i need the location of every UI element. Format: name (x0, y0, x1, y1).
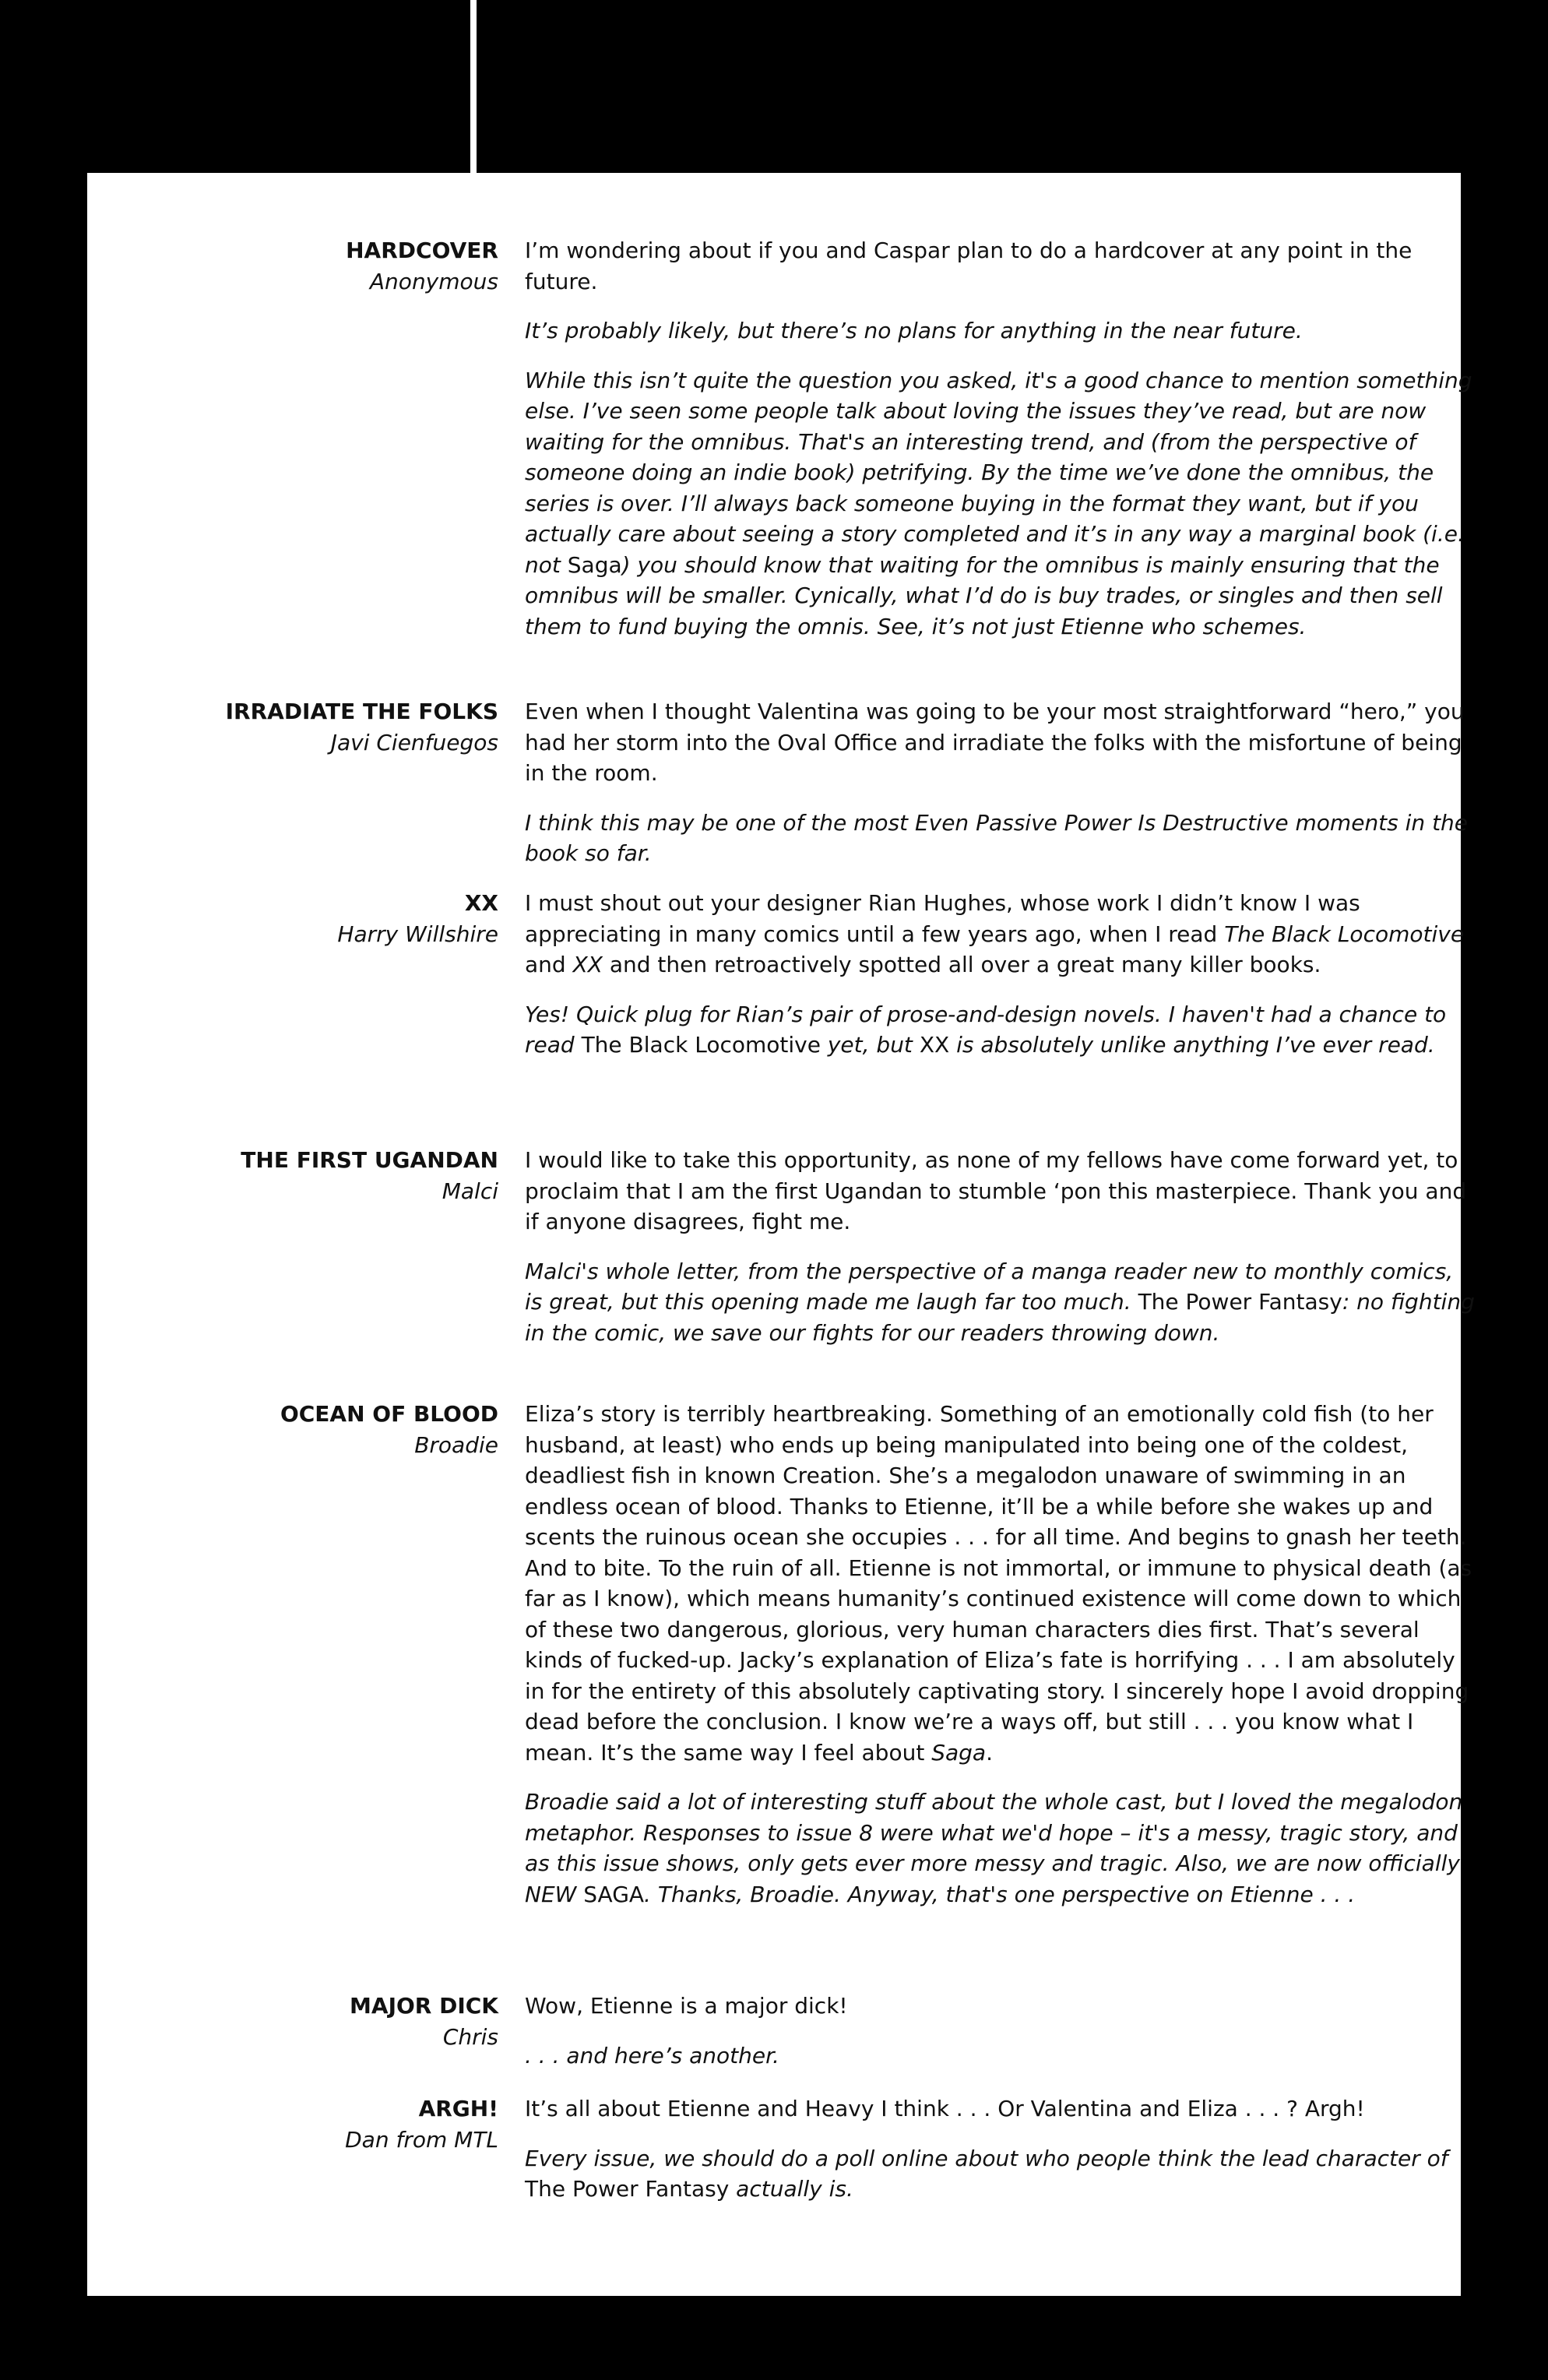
editor-reply (525, 365, 1476, 643)
letter-question: I would like to take this opportunity, as none of my fellows have come forward yet, to proclaim that I am the first Ugandan to stumble ‘pon this masterpiece. Thank you and if anyone disagrees, fight me. (525, 1147, 1467, 1234)
question-text: and (525, 952, 573, 977)
letter-body (525, 2093, 1476, 2223)
question-text: . (986, 1739, 993, 1766)
letter-question: It’s all about Etienne and Heavy I think . . . Or Valentina and Eliza . . . ? Argh! (525, 2096, 1365, 2121)
letter-body (525, 1145, 1476, 1367)
editor-reply: . . . and here’s another. (525, 2042, 779, 2068)
letter-header (87, 1145, 498, 1207)
letter-question: I’m wondering about if you and Caspar plan to do a hardcover at any point in the future. (525, 238, 1413, 294)
editor-reply (525, 999, 1476, 1061)
book-title: SAGA (583, 1881, 645, 1907)
letter-body (525, 696, 1476, 888)
letter-author: Chris (442, 2024, 498, 2050)
letter-title: ARGH! (418, 2096, 498, 2121)
book-title: Saga (931, 1739, 987, 1766)
reply-text: Every issue, we should do a poll online about who people think the lead character of (525, 2145, 1448, 2171)
book-title: The Power Fantasy (1138, 1289, 1342, 1315)
reply-text: . Thanks, Broadie. Anyway, that's one perspective on Etienne . . . (644, 1881, 1356, 1907)
top-divider-rule (470, 0, 477, 173)
question-text: I must shout out your designer Rian Hughes, whose work I didn’t know I was appreciating in many comics until a few years ago, when I read (525, 890, 1360, 947)
letter-header (87, 1991, 498, 2053)
letter-question: Even when I thought Valentina was going to be your most straightforward “hero,” you had her storm into the Oval Office and irradiate the folks with the misfortune of being in the room. (525, 699, 1465, 786)
reply-text: yet, but (820, 1032, 920, 1058)
reply-text: Yes! Quick plug for Rian’s pair of prose-and-design novels. I haven't had a chance to read (525, 1001, 1447, 1058)
letter-author: Broadie (414, 1432, 498, 1458)
letter-header (87, 2093, 498, 2156)
letter-header (87, 888, 498, 950)
book-title: The Black Locomotive (581, 1032, 821, 1058)
book-title: The Black Locomotive (1224, 921, 1465, 947)
letter-body (525, 1399, 1476, 1928)
letter-author: Anonymous (369, 269, 498, 294)
letter-title: OCEAN OF BLOOD (280, 1401, 498, 1427)
editor-reply (525, 1787, 1476, 1910)
letter-body (525, 1991, 1476, 2090)
reply-text: : no fighting in the comic, we save our fights for our readers throwing down. (525, 1289, 1475, 1346)
letter-title: HARDCOVER (346, 238, 498, 263)
letter-question (525, 888, 1476, 981)
letter-body (525, 888, 1476, 1079)
book-title: The Power Fantasy (525, 2176, 730, 2202)
letter-author: Dan from MTL (345, 2127, 498, 2153)
book-title: XX (572, 952, 603, 977)
reply-text: Broadie said a lot of interesting stuff about the whole cast, but I loved the megalodon metaphor. Responses to issue 8 were what we'd hope – it's a messy, tragic story, and as this issue shows, only gets ever more messy and tragic. Also, we are now officially NEW (525, 1789, 1463, 1907)
question-text: Eliza’s story is terribly heartbreaking. Something of an emotionally cold fish (to her husband, at least) who ends up being manipulated into being one of the coldest, deadliest fish in known Creation. She’s a megalodon unaware of swimming in an endless ocean of blood. Thanks to Etienne, it’ll be a while before she wakes up and scents the ruinous ocean she occupies . . . for all time. And begins to gnash her teeth. And to bite. To the ruin of all. Etienne is not immortal, or immune to physical death (as far as I know), which means humanity’s continued existence will come down to which of these two dangerous, glorious, very human characters dies first. That’s several kinds of fucked-up. Jacky’s explanation of Eliza’s fate is horrifying . . . I am absolutely in for the entirety of this absolutely captivating story. I sincerely hope I avoid dropping dead before the conclusion. I know we’re a ways off, but still . . . you know what I mean. It’s the same way I feel about (525, 1401, 1472, 1766)
letter-title: IRRADIATE THE FOLKS (225, 699, 498, 724)
reply-text: actually is. (729, 2176, 853, 2202)
reply-text: While this isn’t quite the question you asked, it's a good chance to mention something else. I’ve seen some people talk about loving the issues they’ve read, but are now waiting for the omnibus. That's an interesting trend, and (from the perspective of someone doing an indie book) petrifying. By the time we’ve done the omnibus, the series is over. I’ll always back someone buying in the format they want, but if you actually care about seeing a story completed and it’s in any way a marginal book (i.e. not (525, 367, 1472, 578)
letter-title: THE FIRST UGANDAN (241, 1147, 498, 1173)
editor-reply (525, 2143, 1476, 2205)
reply-text: is absolutely unlike anything I’ve ever read. (949, 1032, 1435, 1058)
letters-page (87, 173, 1475, 2296)
book-title: Saga (567, 551, 622, 578)
letter-author: Javi Cienfuegos (330, 730, 498, 755)
letter-title: XX (464, 890, 498, 916)
letter-author: Malci (442, 1178, 498, 1204)
letter-header (87, 696, 498, 759)
question-text: and then retroactively spotted all over a great many killer books. (602, 952, 1321, 977)
letter-title: MAJOR DICK (350, 1993, 498, 2019)
letter-question: Wow, Etienne is a major dick! (525, 1993, 848, 2019)
reply-text: Malci's whole letter, from the perspective of a manga reader new to monthly comics, is great, but this opening made me laugh far too much. (525, 1258, 1454, 1315)
letter-header (87, 1399, 498, 1461)
book-title: XX (919, 1032, 950, 1058)
letter-header (87, 235, 498, 298)
editor-reply (525, 1256, 1476, 1349)
editor-reply: It’s probably likely, but there’s no plans for anything in the near future. (525, 318, 1303, 343)
editor-reply: I think this may be one of the most Even Passive Power Is Destructive moments in the book so far. (525, 809, 1469, 866)
letter-body (525, 235, 1476, 660)
letter-author: Harry Willshire (337, 921, 498, 947)
letter-question (525, 1399, 1476, 1768)
reply-text: ) you should know that waiting for the omnibus is mainly ensuring that the omnibus will be smaller. Cynically, what I’d do is buy trades, or singles and then sell them to fund buying the omnis. See, it’s not just Etienne who schemes. (525, 551, 1443, 639)
